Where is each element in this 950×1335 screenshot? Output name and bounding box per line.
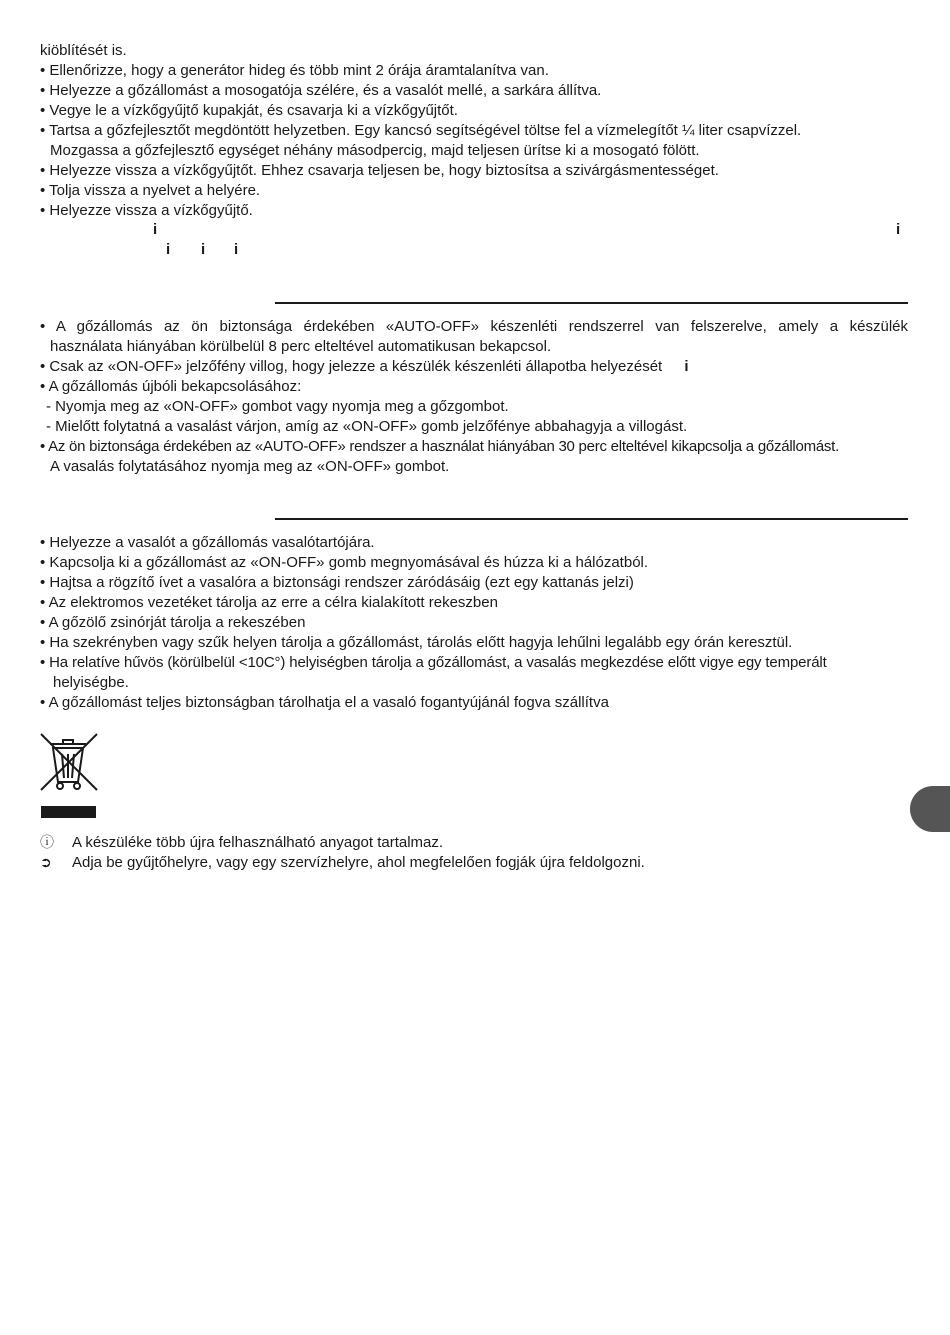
section-divider bbox=[275, 302, 908, 304]
text-line: • Helyezze vissza a vízkőgyűjtőt. Ehhez csavarja teljesen be, hogy biztosítsa a szivárgásmentességet. bbox=[40, 162, 719, 179]
descaling-instructions bbox=[40, 41, 908, 221]
glyph-mark: i bbox=[684, 358, 689, 375]
section-divider bbox=[275, 518, 908, 520]
text-line: • A gőzállomás újbóli bekapcsolásához: bbox=[40, 378, 302, 395]
text-line: • Az ön biztonsága érdekében az «AUTO-OFF» rendszer a használat hiányában 30 perc elteltével kikapcsolja a gőzállomást. bbox=[40, 438, 840, 455]
text-line: • A gőzállomás az ön biztonsága érdekében «AUTO-OFF» készenléti rendszerrel van felszerelve, amely a készülék bbox=[40, 318, 908, 335]
text-line: • A gőzállomást teljes biztonságban tárolhatja el a vasaló fogantyújánál fogva szállítva bbox=[40, 694, 609, 711]
auto-off-section bbox=[40, 317, 908, 477]
recycle-note bbox=[40, 832, 908, 853]
info-circle-icon: ⓘ bbox=[40, 834, 54, 850]
text-line: • Tartsa a gőzfejlesztőt megdöntött helyzetben. Egy kancsó segítségével töltse fel a vízmelegítőt ¼ liter csapvízzel. bbox=[40, 122, 802, 139]
text-line: • Ha szekrényben vagy szűk helyen tárolja a gőzállomást, tárolás előtt hagyja lehűlni legalább egy órán keresztül. bbox=[40, 634, 793, 651]
text-line: • Tolja vissza a nyelvet a helyére. bbox=[40, 182, 261, 199]
text-line: • Vegye le a vízkőgyűjtő kupakját, és csavarja ki a vízkőgyűjtőt. bbox=[40, 102, 458, 119]
glyph-mark: i bbox=[153, 221, 158, 238]
text-line: • Helyezze vissza a vízkőgyűjtő. bbox=[40, 202, 253, 219]
storage-section bbox=[40, 533, 908, 713]
text-line: használata hiányában körülbelül 8 perc elteltével automatikusan bekapcsol. bbox=[50, 338, 552, 355]
note-text: Adja be gyűjtőhelyre, vagy egy szervízhelyre, ahol megfelelően fogják újra feldolgozni. bbox=[72, 854, 645, 871]
text-line: - Mielőtt folytatná a vasalást várjon, amíg az «ON-OFF» gomb jelzőfénye abbahagyja a villogást. bbox=[46, 418, 688, 435]
glyph-mark: i bbox=[201, 241, 206, 258]
glyph-mark: i bbox=[234, 241, 239, 258]
text-line: • A gőzölő zsinórját tárolja a rekeszében bbox=[40, 614, 306, 631]
text-line: Mozgassa a gőzfejlesztő egységet néhány másodpercig, majd teljesen ürítse ki a mosogató fölött. bbox=[50, 142, 700, 159]
page-tab-marker bbox=[910, 786, 950, 832]
collection-note bbox=[40, 852, 908, 873]
text-line: helyiségbe. bbox=[53, 674, 129, 691]
text-line: • Ha relatíve hűvös (körülbelül <10C°) helyiségben tárolja a gőzállomást, a vasalás megkezdése előtt vigye egy temperált bbox=[40, 654, 827, 671]
text-line: - Nyomja meg az «ON-OFF» gombot vagy nyomja meg a gőzgombot. bbox=[46, 398, 509, 415]
text-line: • Ellenőrizze, hogy a generátor hideg és több mint 2 órája áramtalanítva van. bbox=[40, 62, 549, 79]
text-line bbox=[40, 357, 908, 377]
text-line: • Helyezze a gőzállomást a mosogatója szélére, és a vasalót mellé, a sarkára állítva. bbox=[40, 82, 602, 99]
crossed-bin-icon bbox=[40, 732, 98, 820]
text-line: A vasalás folytatásához nyomja meg az «ON-OFF» gombot. bbox=[50, 458, 450, 475]
glyph-mark: i bbox=[166, 241, 171, 258]
text-line: • Az elektromos vezetéket tárolja az erre a célra kialakított rekeszben bbox=[40, 594, 498, 611]
glyph-mark: i bbox=[896, 221, 901, 238]
text-line: • Hajtsa a rögzítő ívet a vasalóra a biztonsági rendszer záródásáig (ezt egy kattanás jelzi) bbox=[40, 574, 634, 591]
text-line: • Kapcsolja ki a gőzállomást az «ON-OFF» gomb megnyomásával és húzza ki a hálózatból. bbox=[40, 554, 649, 571]
text-line: • Helyezze a vasalót a gőzállomás vasalótartójára. bbox=[40, 534, 375, 551]
text-span: • Csak az «ON-OFF» jelzőfény villog, hogy jelezze a készülék készenléti állapotba helyezését bbox=[40, 358, 663, 375]
arrow-icon: ➲ bbox=[40, 854, 52, 870]
note-text: A készüléke több újra felhasználható anyagot tartalmaz. bbox=[72, 834, 444, 851]
text-line: kiöblítését is. bbox=[40, 42, 127, 59]
